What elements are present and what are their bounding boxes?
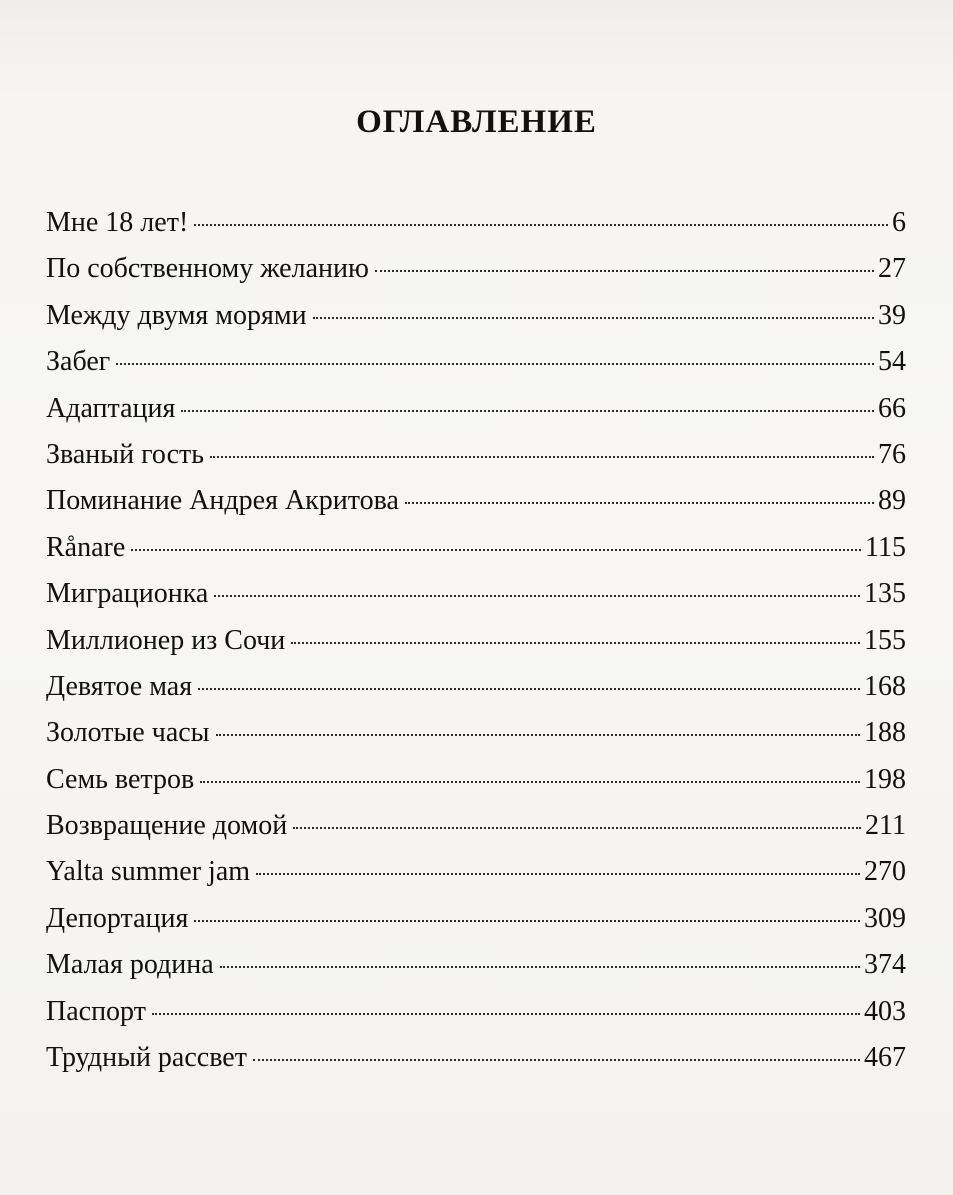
dot-leader (200, 779, 860, 783)
dot-leader (405, 500, 874, 504)
dot-leader (214, 593, 860, 597)
toc-entry (46, 432, 906, 478)
toc-entry-title: Yalta summer jam (46, 856, 251, 888)
dot-leader (291, 640, 860, 644)
toc-entry-page: 89 (878, 485, 906, 517)
toc-entry-page: 66 (878, 392, 906, 424)
toc-entry (46, 339, 906, 385)
toc-entry (46, 571, 906, 617)
toc-entry-page: 467 (864, 1042, 906, 1074)
toc-entry-page: 198 (864, 763, 906, 795)
toc-entry-page: 54 (878, 346, 906, 378)
toc-entry-title: Депортация (46, 902, 189, 934)
toc-entry-title: Rånare (46, 531, 126, 563)
toc-entry-page: 270 (864, 856, 906, 888)
dot-leader (256, 871, 860, 875)
toc-entry (46, 849, 906, 895)
toc-entry-title: Девятое мая (46, 670, 193, 702)
toc-entry-title: Забег (46, 346, 111, 378)
toc-entry-page: 403 (864, 995, 906, 1027)
toc-entry (46, 200, 906, 246)
dot-leader (216, 732, 861, 736)
toc-entry-page: 6 (892, 207, 906, 238)
toc-entry-title: Трудный рассвет (46, 1042, 247, 1074)
toc-entry (46, 803, 906, 849)
toc-entry-title: Миграционка (46, 578, 209, 610)
toc-entry-title: Мне 18 лет! (46, 207, 189, 238)
toc-entry-title: Званый гость (46, 438, 205, 470)
toc-entry (46, 525, 906, 571)
toc-entry-title: Золотые часы (46, 717, 210, 749)
toc-entry-title: Паспорт (46, 995, 146, 1027)
toc-entry-page: 115 (865, 531, 906, 563)
toc-entry-page: 76 (878, 438, 906, 470)
dot-leader (220, 964, 860, 968)
toc-entry (46, 757, 906, 803)
toc-entry-page: 211 (865, 810, 906, 842)
toc-entry-title: Между двумя морями (46, 299, 307, 331)
toc-entry-page: 309 (864, 902, 906, 934)
dot-leader (375, 268, 874, 272)
dot-leader (116, 361, 874, 365)
toc-entry (46, 386, 906, 432)
toc-entry-page: 135 (864, 578, 906, 610)
toc-entry (46, 618, 906, 664)
toc-entry (46, 246, 906, 292)
toc-entry-page: 168 (864, 670, 906, 702)
toc-entry (46, 478, 906, 524)
toc-entry-page: 39 (878, 299, 906, 331)
dot-leader (152, 1011, 860, 1015)
toc-entry-title: По собственному желанию (46, 253, 369, 285)
dot-leader (181, 408, 874, 412)
toc-entry-page: 188 (864, 717, 906, 749)
toc-entry-title: Возвращение домой (46, 810, 288, 842)
toc-entry-title: Малая родина (46, 949, 214, 981)
dot-leader (293, 825, 861, 829)
toc-entry (46, 664, 906, 710)
dot-leader (131, 547, 861, 551)
toc-entry-page: 155 (864, 624, 906, 656)
toc-entry-title: Поминание Андрея Акритова (46, 485, 399, 517)
toc-entry (46, 896, 906, 942)
toc-entry (46, 989, 906, 1035)
toc-entry (46, 942, 906, 988)
dot-leader (194, 222, 888, 226)
dot-leader (253, 1057, 860, 1061)
toc-entry (46, 293, 906, 339)
toc-entry-title: Адаптация (46, 392, 176, 424)
toc-entry-title: Миллионер из Сочи (46, 624, 286, 656)
table-of-contents (46, 200, 906, 1081)
toc-entry (46, 1035, 906, 1081)
dot-leader (313, 315, 874, 319)
page-title: ОГЛАВЛЕНИЕ (356, 104, 597, 140)
dot-leader (198, 686, 860, 690)
toc-entry-title: Семь ветров (46, 763, 195, 795)
toc-entry-page: 27 (878, 253, 906, 285)
toc-entry (46, 710, 906, 756)
dot-leader (210, 454, 874, 458)
toc-entry-page: 374 (864, 949, 906, 981)
dot-leader (194, 918, 860, 922)
